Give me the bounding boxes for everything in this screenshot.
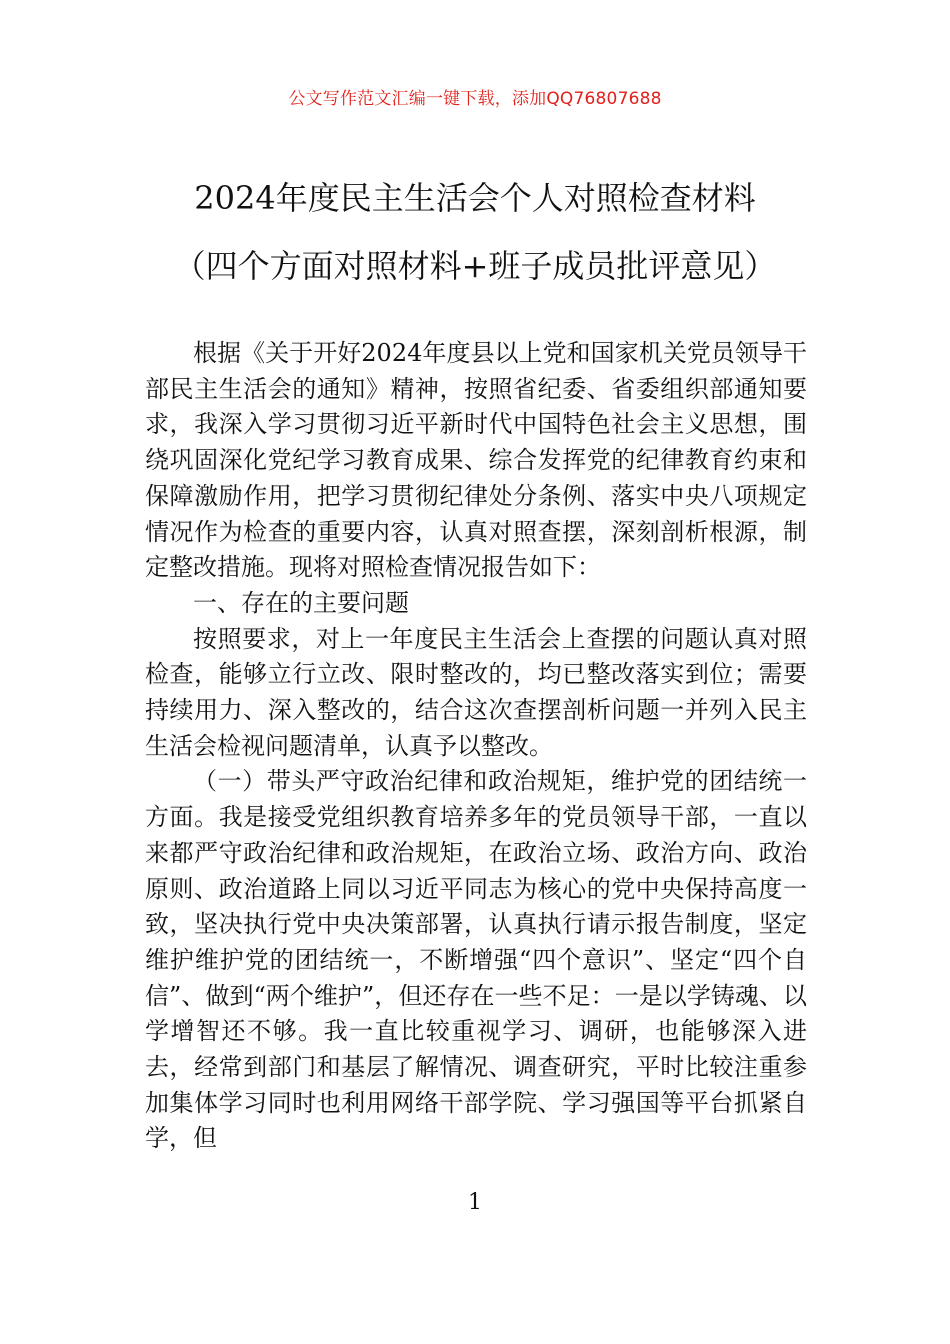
paragraph-intro: 根据《关于开好2024年度县以上党和国家机关党员领导干部民主生活会的通知》精神，按照省纪委、省委组织部通知要求，我深入学习贯彻习近平新时代中国特色社会主义思想，围绕巩固深化党纪学习教育成果、综合发挥党的纪律教育约束和保障激励作用，把学习贯彻纪律处分条例、落实中央八项规定情况作为检查的重要内容，认真对照查摆，深刻剖析根源，制定整改措施。现将对照检查情况报告如下： [145, 339, 807, 582]
document-title-line-2: （四个方面对照材料+班子成员批评意见） [173, 247, 777, 285]
section-heading: 一、存在的主要问题 [193, 588, 409, 617]
document-body [145, 336, 807, 1157]
paragraph-section-one: （一）带头严守政治纪律和政治规矩，维护党的团结统一方面。我是接受党组织教育培养多年的党员领导干部，一直以来都严守政治纪律和政治规矩，在政治立场、政治方向、政治原则、政治道路上同以习近平同志为核心的党中央保持高度一致，坚决执行党中央决策部署，认真执行请示报告制度，坚定维护维护党的团结统一，不断增强“四个意识”、坚定“四个自信”、做到“两个维护”，但还存在一些不足：一是以学铸魂、以学增智还不够。我一直比较重视学习、调研，也能够深入进去，经常到部门和基层了解情况、调查研究，平时比较注重参加集体学习同时也利用网络干部学院、学习强国等平台抓紧自学，但 [145, 767, 807, 1153]
paragraph-requirements: 按照要求，对上一年度民主生活会上查摆的问题认真对照检查，能够立行立改、限时整改的，均已整改落实到位；需要持续用力、深入整改的，结合这次查摆剖析问题一并列入民主生活会检视问题清单，认真予以整改。 [145, 624, 807, 760]
download-banner: 公文写作范文汇编一键下载，添加QQ76807688 [288, 89, 662, 109]
document-title-line-1: 2024年度民主生活会个人对照检查材料 [194, 179, 756, 217]
page-number: 1 [468, 1190, 482, 1215]
